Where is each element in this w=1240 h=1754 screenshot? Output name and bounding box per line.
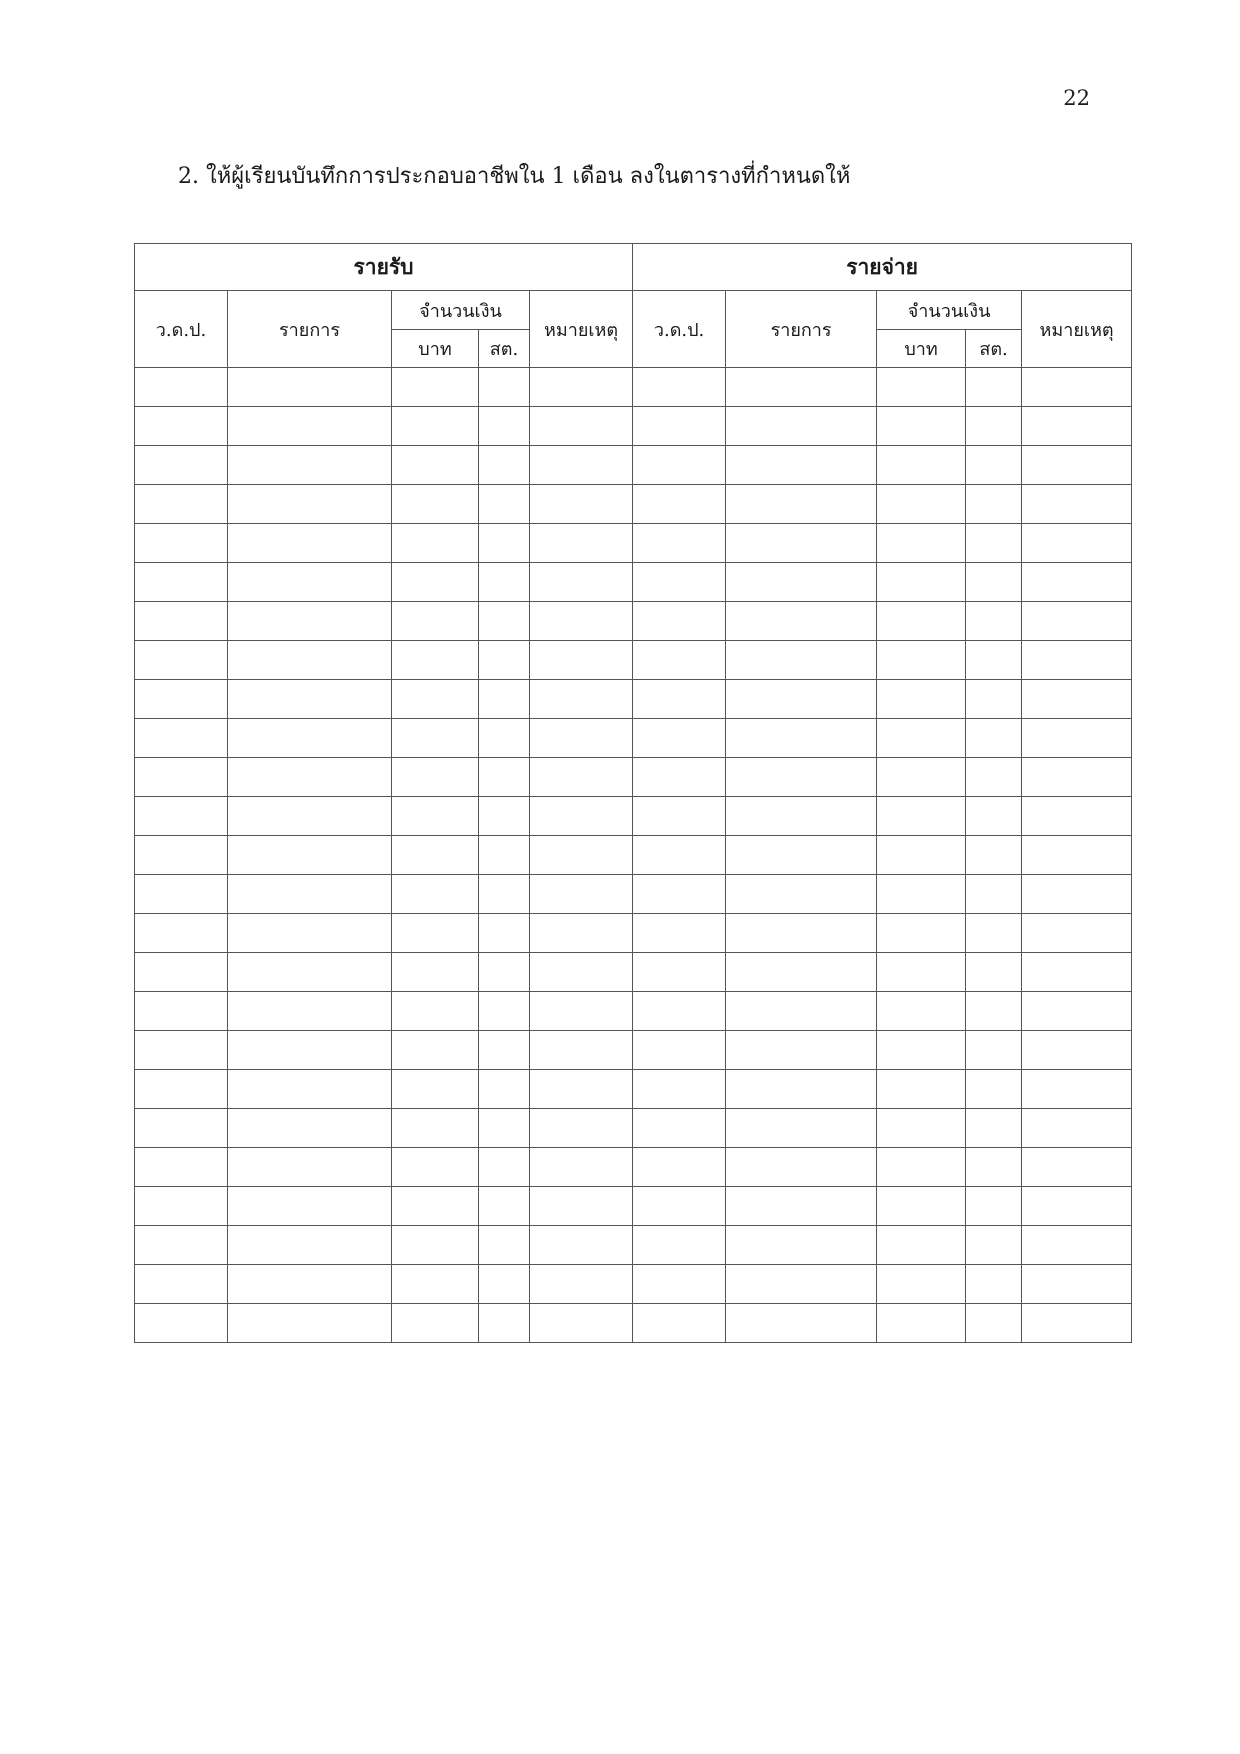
income-item-cell[interactable] <box>228 641 392 680</box>
expense-satang-cell[interactable] <box>966 719 1022 758</box>
table-row <box>135 446 1132 485</box>
income-remark-cell[interactable] <box>530 1187 633 1226</box>
expense-satang-cell[interactable] <box>966 1265 1022 1304</box>
income-satang-cell[interactable] <box>479 1070 530 1109</box>
income-item-header: รายการ <box>228 291 392 368</box>
income-item-cell[interactable] <box>228 758 392 797</box>
income-date-cell[interactable] <box>135 407 228 446</box>
income-satang-cell[interactable] <box>479 992 530 1031</box>
table-row <box>135 1031 1132 1070</box>
income-amount-header: จำนวนเงิน <box>392 291 530 330</box>
table-row <box>135 1226 1132 1265</box>
income-item-cell[interactable] <box>228 953 392 992</box>
income-satang-cell[interactable] <box>479 758 530 797</box>
table-row <box>135 563 1132 602</box>
table-row <box>135 1070 1132 1109</box>
income-date-cell[interactable] <box>135 1109 228 1148</box>
income-satang-cell[interactable] <box>479 485 530 524</box>
expense-satang-cell[interactable] <box>966 1226 1022 1265</box>
income-date-cell[interactable] <box>135 563 228 602</box>
expense-remark-cell[interactable] <box>1022 992 1132 1031</box>
expense-baht-cell[interactable] <box>877 602 966 641</box>
income-baht-cell[interactable] <box>392 836 479 875</box>
income-date-cell[interactable] <box>135 836 228 875</box>
expense-item-cell[interactable] <box>726 875 877 914</box>
income-satang-cell[interactable] <box>479 836 530 875</box>
table-row <box>135 602 1132 641</box>
income-baht-cell[interactable] <box>392 524 479 563</box>
income-remark-cell[interactable] <box>530 407 633 446</box>
income-item-cell[interactable] <box>228 719 392 758</box>
expense-satang-cell[interactable] <box>966 836 1022 875</box>
income-date-cell[interactable] <box>135 719 228 758</box>
expense-satang-cell[interactable] <box>966 524 1022 563</box>
income-satang-cell[interactable] <box>479 875 530 914</box>
expense-remark-cell[interactable] <box>1022 1265 1132 1304</box>
expense-remark-cell[interactable] <box>1022 563 1132 602</box>
expense-date-cell[interactable] <box>633 836 726 875</box>
income-item-cell[interactable] <box>228 1070 392 1109</box>
income-date-cell[interactable] <box>135 875 228 914</box>
page-number: 22 <box>1063 86 1090 110</box>
table-row <box>135 1304 1132 1343</box>
income-item-cell[interactable] <box>228 446 392 485</box>
income-item-cell[interactable] <box>228 485 392 524</box>
expense-date-cell[interactable] <box>633 485 726 524</box>
expense-item-cell[interactable] <box>726 485 877 524</box>
income-date-cell[interactable] <box>135 953 228 992</box>
income-date-cell[interactable] <box>135 797 228 836</box>
expense-baht-header: บาท <box>877 330 966 368</box>
income-baht-cell[interactable] <box>392 1304 479 1343</box>
income-satang-cell[interactable] <box>479 1265 530 1304</box>
income-item-cell[interactable] <box>228 1226 392 1265</box>
table-row <box>135 758 1132 797</box>
income-satang-cell[interactable] <box>479 563 530 602</box>
expense-satang-cell[interactable] <box>966 914 1022 953</box>
income-satang-cell[interactable] <box>479 446 530 485</box>
expense-satang-cell[interactable] <box>966 563 1022 602</box>
income-baht-cell[interactable] <box>392 641 479 680</box>
expense-satang-cell[interactable] <box>966 407 1022 446</box>
expense-satang-cell[interactable] <box>966 602 1022 641</box>
income-satang-cell[interactable] <box>479 680 530 719</box>
income-remark-cell[interactable] <box>530 563 633 602</box>
income-remark-cell[interactable] <box>530 1070 633 1109</box>
expense-date-cell[interactable] <box>633 1187 726 1226</box>
income-satang-cell[interactable] <box>479 641 530 680</box>
expense-satang-cell[interactable] <box>966 1148 1022 1187</box>
income-item-cell[interactable] <box>228 524 392 563</box>
expense-date-cell[interactable] <box>633 797 726 836</box>
expense-remark-cell[interactable] <box>1022 797 1132 836</box>
income-date-header: ว.ด.ป. <box>135 291 228 368</box>
income-date-cell[interactable] <box>135 914 228 953</box>
income-satang-cell[interactable] <box>479 524 530 563</box>
expense-date-cell[interactable] <box>633 1265 726 1304</box>
income-baht-cell[interactable] <box>392 680 479 719</box>
expense-satang-header: สต. <box>966 330 1022 368</box>
expense-remark-cell[interactable] <box>1022 1070 1132 1109</box>
expense-baht-cell[interactable] <box>877 1226 966 1265</box>
income-baht-cell[interactable] <box>392 1070 479 1109</box>
income-item-cell[interactable] <box>228 602 392 641</box>
income-satang-cell[interactable] <box>479 914 530 953</box>
expense-date-cell[interactable] <box>633 914 726 953</box>
income-item-cell[interactable] <box>228 1031 392 1070</box>
expense-item-cell[interactable] <box>726 914 877 953</box>
expense-date-cell[interactable] <box>633 407 726 446</box>
income-remark-cell[interactable] <box>530 1226 633 1265</box>
income-item-cell[interactable] <box>228 1304 392 1343</box>
expense-item-cell[interactable] <box>726 563 877 602</box>
table-row <box>135 953 1132 992</box>
income-date-cell[interactable] <box>135 992 228 1031</box>
income-date-cell[interactable] <box>135 1148 228 1187</box>
expense-date-cell[interactable] <box>633 602 726 641</box>
ledger-body <box>135 368 1132 1343</box>
expense-satang-cell[interactable] <box>966 641 1022 680</box>
income-remark-cell[interactable] <box>530 1109 633 1148</box>
expense-date-cell[interactable] <box>633 524 726 563</box>
expense-remark-cell[interactable] <box>1022 1304 1132 1343</box>
expense-item-cell[interactable] <box>726 1070 877 1109</box>
expense-remark-cell[interactable] <box>1022 446 1132 485</box>
table-row <box>135 1265 1132 1304</box>
expense-remark-cell[interactable] <box>1022 602 1132 641</box>
expense-item-cell[interactable] <box>726 368 877 407</box>
expense-item-cell[interactable] <box>726 407 877 446</box>
expense-item-cell[interactable] <box>726 680 877 719</box>
expense-remark-cell[interactable] <box>1022 758 1132 797</box>
table-row <box>135 914 1132 953</box>
table-row <box>135 992 1132 1031</box>
expense-satang-cell[interactable] <box>966 1304 1022 1343</box>
income-remark-cell[interactable] <box>530 524 633 563</box>
expense-satang-cell[interactable] <box>966 992 1022 1031</box>
expense-baht-cell[interactable] <box>877 680 966 719</box>
income-item-cell[interactable] <box>228 680 392 719</box>
expense-baht-cell[interactable] <box>877 1265 966 1304</box>
expense-satang-cell[interactable] <box>966 758 1022 797</box>
income-item-cell[interactable] <box>228 1109 392 1148</box>
expense-baht-cell[interactable] <box>877 1148 966 1187</box>
table-row <box>135 524 1132 563</box>
income-baht-cell[interactable] <box>392 1031 479 1070</box>
expense-remark-header: หมายเหตุ <box>1022 291 1132 368</box>
expense-baht-cell[interactable] <box>877 368 966 407</box>
income-remark-cell[interactable] <box>530 368 633 407</box>
expense-satang-cell[interactable] <box>966 1070 1022 1109</box>
income-date-cell[interactable] <box>135 368 228 407</box>
expense-satang-cell[interactable] <box>966 1109 1022 1148</box>
expense-remark-cell[interactable] <box>1022 407 1132 446</box>
income-item-cell[interactable] <box>228 407 392 446</box>
income-satang-cell[interactable] <box>479 953 530 992</box>
expense-baht-cell[interactable] <box>877 641 966 680</box>
expense-item-cell[interactable] <box>726 641 877 680</box>
income-satang-cell[interactable] <box>479 1148 530 1187</box>
expense-baht-cell[interactable] <box>877 719 966 758</box>
expense-item-cell[interactable] <box>726 758 877 797</box>
expense-remark-cell[interactable] <box>1022 524 1132 563</box>
table-row <box>135 797 1132 836</box>
income-date-cell[interactable] <box>135 1070 228 1109</box>
expense-date-cell[interactable] <box>633 563 726 602</box>
expense-remark-cell[interactable] <box>1022 1148 1132 1187</box>
table-row <box>135 485 1132 524</box>
expense-date-cell[interactable] <box>633 1226 726 1265</box>
income-baht-cell[interactable] <box>392 446 479 485</box>
income-satang-cell[interactable] <box>479 368 530 407</box>
income-remark-cell[interactable] <box>530 875 633 914</box>
income-baht-cell[interactable] <box>392 1265 479 1304</box>
expense-remark-cell[interactable] <box>1022 641 1132 680</box>
income-baht-cell[interactable] <box>392 914 479 953</box>
expense-item-cell[interactable] <box>726 953 877 992</box>
income-item-cell[interactable] <box>228 836 392 875</box>
table-row <box>135 641 1132 680</box>
income-item-cell[interactable] <box>228 875 392 914</box>
table-row <box>135 407 1132 446</box>
income-baht-cell[interactable] <box>392 563 479 602</box>
income-satang-cell[interactable] <box>479 602 530 641</box>
table-row <box>135 1148 1132 1187</box>
expense-baht-cell[interactable] <box>877 914 966 953</box>
table-row <box>135 875 1132 914</box>
income-remark-cell[interactable] <box>530 602 633 641</box>
income-remark-cell[interactable] <box>530 641 633 680</box>
expense-item-cell[interactable] <box>726 1148 877 1187</box>
expense-header: รายจ่าย <box>633 244 1132 291</box>
expense-item-cell[interactable] <box>726 446 877 485</box>
expense-date-cell[interactable] <box>633 1109 726 1148</box>
table-row <box>135 368 1132 407</box>
expense-date-cell[interactable] <box>633 1304 726 1343</box>
income-date-cell[interactable] <box>135 641 228 680</box>
income-expense-table <box>134 243 1132 1343</box>
income-remark-cell[interactable] <box>530 1148 633 1187</box>
income-item-cell[interactable] <box>228 992 392 1031</box>
income-date-cell[interactable] <box>135 1304 228 1343</box>
expense-remark-cell[interactable] <box>1022 719 1132 758</box>
expense-remark-cell[interactable] <box>1022 368 1132 407</box>
income-baht-cell[interactable] <box>392 953 479 992</box>
income-date-cell[interactable] <box>135 524 228 563</box>
income-header: รายรับ <box>135 244 633 291</box>
income-satang-cell[interactable] <box>479 797 530 836</box>
expense-item-cell[interactable] <box>726 1265 877 1304</box>
income-satang-cell[interactable] <box>479 1226 530 1265</box>
expense-baht-cell[interactable] <box>877 524 966 563</box>
expense-remark-cell[interactable] <box>1022 1109 1132 1148</box>
expense-satang-cell[interactable] <box>966 1031 1022 1070</box>
income-date-cell[interactable] <box>135 1187 228 1226</box>
expense-item-cell[interactable] <box>726 1226 877 1265</box>
expense-baht-cell[interactable] <box>877 797 966 836</box>
expense-satang-cell[interactable] <box>966 446 1022 485</box>
income-baht-header: บาท <box>392 330 479 368</box>
expense-satang-cell[interactable] <box>966 680 1022 719</box>
expense-amount-header: จำนวนเงิน <box>877 291 1022 330</box>
income-date-cell[interactable] <box>135 1226 228 1265</box>
expense-baht-cell[interactable] <box>877 485 966 524</box>
income-remark-cell[interactable] <box>530 797 633 836</box>
income-remark-cell[interactable] <box>530 953 633 992</box>
income-date-cell[interactable] <box>135 1265 228 1304</box>
expense-date-cell[interactable] <box>633 719 726 758</box>
table-row <box>135 1187 1132 1226</box>
expense-item-cell[interactable] <box>726 602 877 641</box>
income-satang-cell[interactable] <box>479 1187 530 1226</box>
expense-satang-cell[interactable] <box>966 485 1022 524</box>
income-remark-cell[interactable] <box>530 446 633 485</box>
expense-date-cell[interactable] <box>633 875 726 914</box>
expense-baht-cell[interactable] <box>877 953 966 992</box>
expense-baht-cell[interactable] <box>877 1109 966 1148</box>
income-remark-cell[interactable] <box>530 485 633 524</box>
expense-item-cell[interactable] <box>726 836 877 875</box>
income-remark-header: หมายเหตุ <box>530 291 633 368</box>
income-item-cell[interactable] <box>228 1148 392 1187</box>
income-baht-cell[interactable] <box>392 758 479 797</box>
income-date-cell[interactable] <box>135 485 228 524</box>
expense-remark-cell[interactable] <box>1022 680 1132 719</box>
expense-satang-cell[interactable] <box>966 1187 1022 1226</box>
expense-item-cell[interactable] <box>726 992 877 1031</box>
expense-date-cell[interactable] <box>633 680 726 719</box>
income-satang-cell[interactable] <box>479 407 530 446</box>
income-remark-cell[interactable] <box>530 758 633 797</box>
income-baht-cell[interactable] <box>392 602 479 641</box>
expense-baht-cell[interactable] <box>877 563 966 602</box>
expense-item-cell[interactable] <box>726 1031 877 1070</box>
income-baht-cell[interactable] <box>392 1226 479 1265</box>
expense-item-cell[interactable] <box>726 719 877 758</box>
expense-item-cell[interactable] <box>726 1187 877 1226</box>
income-item-cell[interactable] <box>228 368 392 407</box>
income-baht-cell[interactable] <box>392 1109 479 1148</box>
income-date-cell[interactable] <box>135 680 228 719</box>
expense-item-cell[interactable] <box>726 1109 877 1148</box>
income-remark-cell[interactable] <box>530 719 633 758</box>
income-baht-cell[interactable] <box>392 719 479 758</box>
income-satang-cell[interactable] <box>479 1109 530 1148</box>
expense-date-cell[interactable] <box>633 368 726 407</box>
income-satang-header: สต. <box>479 330 530 368</box>
income-date-cell[interactable] <box>135 1031 228 1070</box>
expense-baht-cell[interactable] <box>877 407 966 446</box>
income-baht-cell[interactable] <box>392 992 479 1031</box>
income-item-cell[interactable] <box>228 797 392 836</box>
income-remark-cell[interactable] <box>530 914 633 953</box>
income-baht-cell[interactable] <box>392 797 479 836</box>
income-remark-cell[interactable] <box>530 680 633 719</box>
income-date-cell[interactable] <box>135 602 228 641</box>
expense-baht-cell[interactable] <box>877 1304 966 1343</box>
expense-item-cell[interactable] <box>726 797 877 836</box>
expense-remark-cell[interactable] <box>1022 1031 1132 1070</box>
income-remark-cell[interactable] <box>530 992 633 1031</box>
income-date-cell[interactable] <box>135 758 228 797</box>
expense-baht-cell[interactable] <box>877 1070 966 1109</box>
expense-date-cell[interactable] <box>633 641 726 680</box>
income-remark-cell[interactable] <box>530 1031 633 1070</box>
expense-satang-cell[interactable] <box>966 875 1022 914</box>
expense-remark-cell[interactable] <box>1022 914 1132 953</box>
expense-remark-cell[interactable] <box>1022 953 1132 992</box>
expense-remark-cell[interactable] <box>1022 836 1132 875</box>
expense-item-header: รายการ <box>726 291 877 368</box>
income-satang-cell[interactable] <box>479 719 530 758</box>
expense-date-cell[interactable] <box>633 1070 726 1109</box>
expense-baht-cell[interactable] <box>877 836 966 875</box>
expense-date-cell[interactable] <box>633 992 726 1031</box>
income-remark-cell[interactable] <box>530 1304 633 1343</box>
expense-baht-cell[interactable] <box>877 1187 966 1226</box>
income-baht-cell[interactable] <box>392 368 479 407</box>
expense-remark-cell[interactable] <box>1022 1187 1132 1226</box>
expense-satang-cell[interactable] <box>966 368 1022 407</box>
expense-remark-cell[interactable] <box>1022 875 1132 914</box>
expense-satang-cell[interactable] <box>966 797 1022 836</box>
expense-baht-cell[interactable] <box>877 1031 966 1070</box>
expense-date-cell[interactable] <box>633 953 726 992</box>
expense-baht-cell[interactable] <box>877 758 966 797</box>
expense-remark-cell[interactable] <box>1022 1226 1132 1265</box>
income-baht-cell[interactable] <box>392 485 479 524</box>
income-baht-cell[interactable] <box>392 1187 479 1226</box>
income-satang-cell[interactable] <box>479 1304 530 1343</box>
income-item-cell[interactable] <box>228 1187 392 1226</box>
expense-satang-cell[interactable] <box>966 953 1022 992</box>
income-baht-cell[interactable] <box>392 1148 479 1187</box>
income-date-cell[interactable] <box>135 446 228 485</box>
income-item-cell[interactable] <box>228 1265 392 1304</box>
income-remark-cell[interactable] <box>530 1265 633 1304</box>
expense-date-cell[interactable] <box>633 1148 726 1187</box>
table-row <box>135 1109 1132 1148</box>
expense-remark-cell[interactable] <box>1022 485 1132 524</box>
expense-date-cell[interactable] <box>633 1031 726 1070</box>
expense-baht-cell[interactable] <box>877 992 966 1031</box>
income-remark-cell[interactable] <box>530 836 633 875</box>
instruction-text: 2. ให้ผู้เรียนบันทึกการประกอบอาชีพใน 1 เดือน ลงในตารางที่กำหนดให้ <box>178 164 851 189</box>
expense-item-cell[interactable] <box>726 1304 877 1343</box>
table-row <box>135 836 1132 875</box>
income-satang-cell[interactable] <box>479 1031 530 1070</box>
expense-date-cell[interactable] <box>633 758 726 797</box>
income-baht-cell[interactable] <box>392 875 479 914</box>
table-row <box>135 680 1132 719</box>
expense-baht-cell[interactable] <box>877 446 966 485</box>
expense-item-cell[interactable] <box>726 524 877 563</box>
income-item-cell[interactable] <box>228 563 392 602</box>
expense-date-header: ว.ด.ป. <box>633 291 726 368</box>
income-baht-cell[interactable] <box>392 407 479 446</box>
expense-date-cell[interactable] <box>633 446 726 485</box>
table-row <box>135 719 1132 758</box>
expense-baht-cell[interactable] <box>877 875 966 914</box>
income-item-cell[interactable] <box>228 914 392 953</box>
